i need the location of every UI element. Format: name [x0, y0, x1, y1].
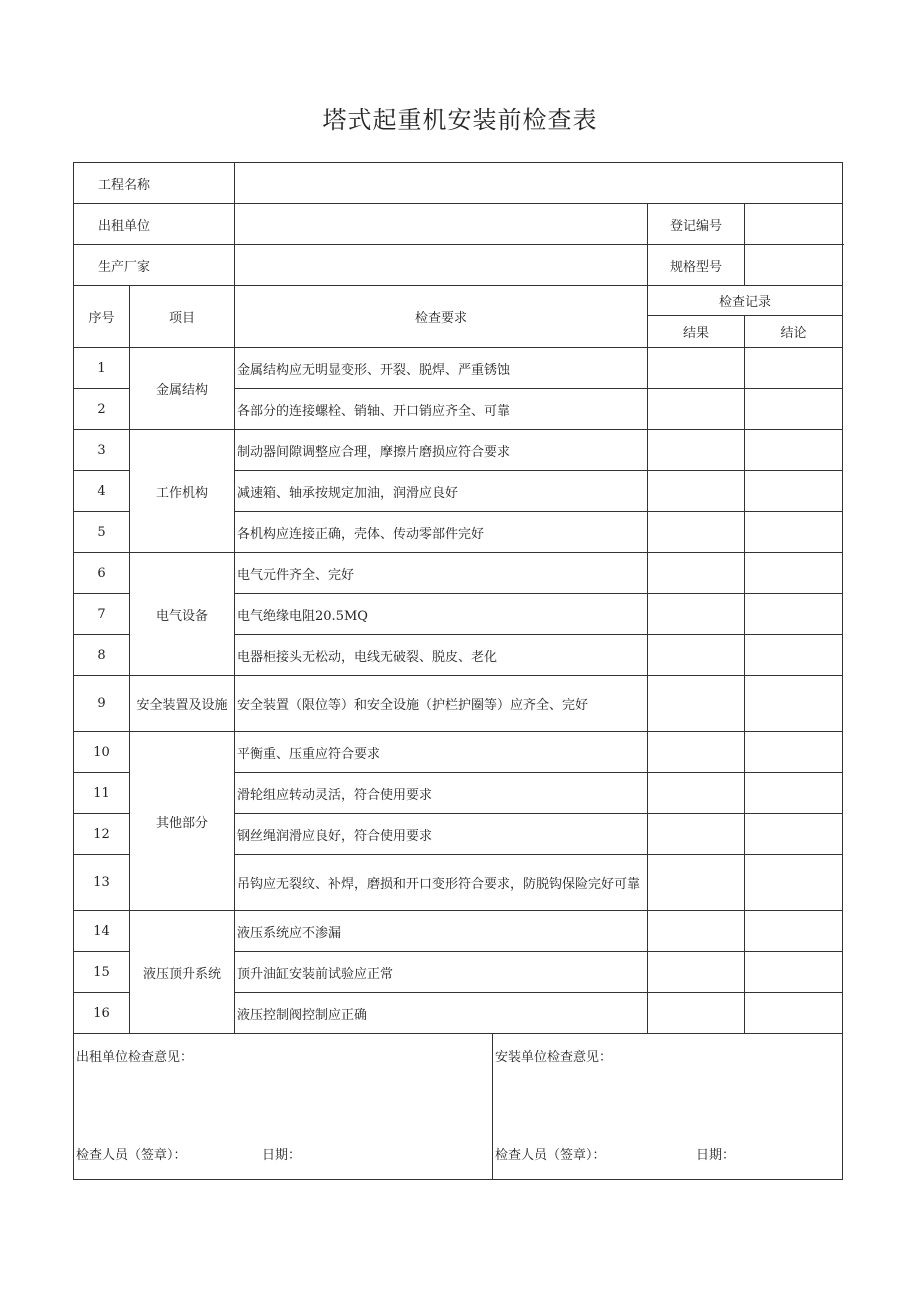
item-group-name: 电气设备 — [130, 553, 235, 676]
result-cell[interactable] — [648, 773, 745, 814]
result-cell[interactable] — [648, 635, 745, 676]
requirement-text: 减速箱、轴承按规定加油，润滑应良好 — [235, 471, 648, 512]
table-row — [74, 676, 843, 732]
result-cell[interactable] — [648, 993, 745, 1034]
requirement-text: 滑轮组应转动灵活，符合使用要求 — [235, 773, 648, 814]
result-cell[interactable] — [648, 430, 745, 471]
result-cell[interactable] — [648, 676, 745, 732]
row-number: 4 — [74, 471, 130, 512]
result-cell[interactable] — [648, 855, 745, 911]
row-number: 7 — [74, 594, 130, 635]
result-cell[interactable] — [648, 911, 745, 952]
conclusion-cell[interactable] — [745, 430, 843, 471]
result-cell[interactable] — [648, 952, 745, 993]
rental-inspector-label: 检查人员（签章）： — [76, 1148, 187, 1163]
item-group-name: 工作机构 — [130, 430, 235, 553]
table-row — [74, 348, 843, 389]
result-cell[interactable] — [648, 814, 745, 855]
result-cell[interactable] — [648, 389, 745, 430]
requirement-text: 液压控制阀控制应正确 — [235, 993, 648, 1034]
row-number: 5 — [74, 512, 130, 553]
model-label: 规格型号 — [648, 245, 745, 286]
row-number: 2 — [74, 389, 130, 430]
install-date-label: 日期： — [696, 1148, 736, 1163]
row-number: 13 — [74, 855, 130, 911]
conclusion-cell[interactable] — [745, 993, 843, 1034]
item-group-name: 安全装置及设施 — [130, 676, 235, 732]
result-cell[interactable] — [648, 348, 745, 389]
manufacturer-field[interactable] — [235, 245, 648, 286]
requirement-text: 电器柜接头无松动，电线无破裂、脱皮、老化 — [235, 635, 648, 676]
item-group-name: 液压顶升系统 — [130, 911, 235, 1034]
row-number: 6 — [74, 553, 130, 594]
requirement-text: 各部分的连接螺栓、销轴、开口销应齐全、可靠 — [235, 389, 648, 430]
install-opinion-label: 安装单位检查意见： — [495, 1050, 613, 1065]
table-row — [74, 553, 843, 594]
rental-opinion-label: 出租单位检查意见： — [76, 1050, 194, 1065]
table-row — [74, 732, 843, 773]
requirement-text: 各机构应连接正确，壳体、传动零部件完好 — [235, 512, 648, 553]
project-name-row — [74, 163, 843, 204]
item-group-name: 其他部分 — [130, 732, 235, 911]
conclusion-cell[interactable] — [745, 471, 843, 512]
conclusion-cell[interactable] — [745, 594, 843, 635]
result-cell[interactable] — [648, 512, 745, 553]
rental-unit-row — [74, 204, 843, 245]
requirement-text: 吊钩应无裂纹、补焊，磨损和开口变形符合要求，防脱钩保险完好可靠 — [235, 855, 648, 911]
result-cell[interactable] — [648, 553, 745, 594]
requirement-text: 电气绝缘电阻20.5MQ — [235, 594, 648, 635]
result-cell[interactable] — [648, 471, 745, 512]
conclusion-cell[interactable] — [745, 952, 843, 993]
row-number: 14 — [74, 911, 130, 952]
rental-unit-label: 出租单位 — [74, 204, 235, 245]
rental-opinion-cell[interactable] — [74, 1034, 493, 1180]
table-row — [74, 911, 843, 952]
conclusion-cell[interactable] — [745, 676, 843, 732]
opinions-row — [74, 1034, 843, 1180]
requirement-text: 液压系统应不渗漏 — [235, 911, 648, 952]
manufacturer-row — [74, 245, 843, 286]
inspection-table — [73, 162, 843, 1180]
requirement-text: 钢丝绳润滑应良好，符合使用要求 — [235, 814, 648, 855]
manufacturer-label: 生产厂家 — [74, 245, 235, 286]
page-title: 塔式起重机安装前检查表 — [322, 106, 598, 134]
conclusion-cell[interactable] — [745, 855, 843, 911]
project-name-field[interactable] — [235, 163, 843, 204]
requirement-text: 安全装置（限位等）和安全设施（护栏护圈等）应齐全、完好 — [235, 676, 648, 732]
row-number: 15 — [74, 952, 130, 993]
result-cell[interactable] — [648, 594, 745, 635]
result-header: 结果 — [648, 316, 745, 348]
conclusion-cell[interactable] — [745, 635, 843, 676]
row-number: 12 — [74, 814, 130, 855]
conclusion-cell[interactable] — [745, 348, 843, 389]
install-opinion-cell[interactable] — [493, 1034, 843, 1180]
table-row — [74, 430, 843, 471]
row-number: 9 — [74, 676, 130, 732]
requirement-text: 电气元件齐全、完好 — [235, 553, 648, 594]
record-header: 检查记录 — [648, 286, 843, 316]
requirement-text: 平衡重、压重应符合要求 — [235, 732, 648, 773]
registration-no-label: 登记编号 — [648, 204, 745, 245]
row-number: 8 — [74, 635, 130, 676]
conclusion-cell[interactable] — [745, 389, 843, 430]
project-name-label: 工程名称 — [74, 163, 235, 204]
row-number: 3 — [74, 430, 130, 471]
header-row — [74, 286, 843, 316]
requirement-text: 制动器间隙调整应合理，摩擦片磨损应符合要求 — [235, 430, 648, 471]
requirement-text: 金属结构应无明显变形、开裂、脱焊、严重锈蚀 — [235, 348, 648, 389]
conclusion-cell[interactable] — [745, 911, 843, 952]
rental-unit-field[interactable] — [235, 204, 648, 245]
requirement-header: 检查要求 — [235, 286, 648, 348]
rental-date-label: 日期： — [262, 1148, 302, 1163]
requirement-text: 顶升油缸安装前试验应正常 — [235, 952, 648, 993]
conclusion-header: 结论 — [745, 316, 843, 348]
conclusion-cell[interactable] — [745, 732, 843, 773]
conclusion-cell[interactable] — [745, 773, 843, 814]
model-field[interactable] — [745, 245, 843, 286]
conclusion-cell[interactable] — [745, 814, 843, 855]
row-number: 16 — [74, 993, 130, 1034]
item-header: 项目 — [130, 286, 235, 348]
row-number: 10 — [74, 732, 130, 773]
install-inspector-label: 检查人员（签章）： — [495, 1148, 606, 1163]
seq-header: 序号 — [74, 286, 130, 348]
row-number: 11 — [74, 773, 130, 814]
conclusion-cell[interactable] — [745, 512, 843, 553]
row-number: 1 — [74, 348, 130, 389]
registration-no-field[interactable] — [745, 204, 843, 245]
result-cell[interactable] — [648, 732, 745, 773]
item-group-name: 金属结构 — [130, 348, 235, 430]
conclusion-cell[interactable] — [745, 553, 843, 594]
